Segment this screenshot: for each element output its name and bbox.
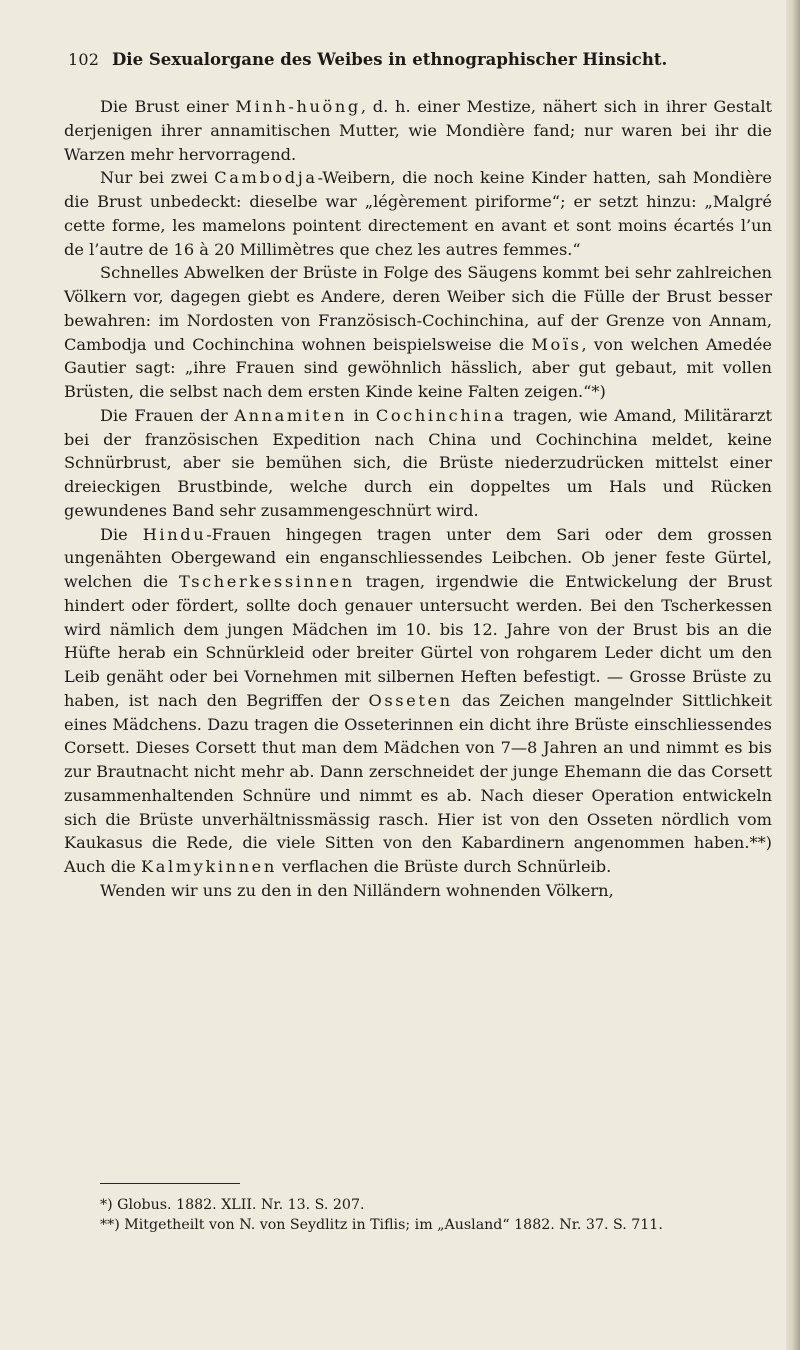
page-edge-shadow (786, 0, 800, 1350)
text-run: verflachen die Brüste durch Schnürleib. (276, 857, 612, 876)
spaced-name: Cambodja (214, 168, 318, 188)
spaced-name: Tscherkessinnen (178, 572, 355, 591)
footnote: *) Globus. 1882. XLII. Nr. 13. S. 207. (100, 1197, 365, 1213)
text-run: , von welchen Amedée Gautier sagt: „ihre Frauen sind gewöhnlich hässlich, aber gut gebaut, mit vollen Brüsten, die selbst nach dem ersten Kinde keine Falten zeigen.“*) (64, 334, 772, 401)
footnotes (64, 1196, 772, 1235)
text-run: Schnelles Abwelken der Brüste in Folge des Säugens kommt bei sehr zahlreichen Völkern vor, dagegen giebt es Andere, deren Weiber sich die Fülle der Brust besser bewahren: im Nordosten von Französisch-Cochinchina, auf der Grenze von Annam, Cambodja und Cochinchina wohnen beispielsweise die (64, 263, 772, 354)
page-number: 102 (68, 50, 100, 69)
text-run: tragen, wie Amand, Militärarzt bei der französischen Expedition nach China und Cochinchina meldet, keine Schnürbrust, aber sie bemühen sich, die Brüste niederzudrücken mittelst einer dreieckigen Brustbinde, welche durch ein doppeltes um Hals und Rücken gewundenes Band sehr zusammengeschnürt wird. (64, 405, 772, 520)
footnote-rule (100, 1183, 240, 1184)
spaced-name: Hindu (142, 524, 207, 544)
running-head: Die Sexualorgane des Weibes in ethnographischer Hinsicht. (112, 50, 668, 69)
spaced-name: Kalmykinnen (141, 857, 277, 876)
spaced-name: Minh-huöng (235, 97, 361, 116)
text-run: Nur bei zwei (100, 168, 215, 188)
paragraph (64, 523, 772, 879)
text-run: -Weibern, die noch keine Kinder hatten, sah Mondière die Brust unbedeckt: dieselbe war „légèrement piriforme“; er setzt hinzu: „Malgré cette forme, les mamelons pointent directement en avant et sont moins écartés l’un de l’autre de 16 à 20 Millimètres que chez les autres femmes.“ (64, 168, 772, 259)
page-header (68, 20, 768, 69)
paragraph (64, 879, 772, 903)
footnote: **) Mitgetheilt von N. von Seydlitz in Tiflis; im „Ausland“ 1882. Nr. 37. S. 711. (100, 1216, 663, 1233)
spaced-name: Cochinchina (375, 405, 507, 425)
paragraph (64, 166, 772, 261)
spaced-name: Osseten (368, 690, 453, 710)
body-text (64, 95, 772, 903)
paragraph (64, 404, 772, 523)
text-run: das Zeichen mangelnder Sittlichkeit eines Mädchens. Dazu tragen die Osseterinnen ein dicht ihre Brüste einschliessendes Corsett. Dieses Corsett thut man dem Mädchen von 7—8 Jahren an und nimmt es bis zur Brautnacht nicht mehr ab. Dann zerschneidet der junge Ehemann die das Corsett zusammenhaltenden Schnüre und nimmt es ab. Nach dieser Operation entwickeln sich die Brüste unverhältnissmässig rasch. Hier ist von den Osseten nördlich vom Kaukasus die Rede, die viele Sitten von den Kabardinern angenommen haben.**) Auch die (64, 690, 772, 876)
text-run: Die Brust einer (100, 97, 236, 116)
text-run: , d. h. einer Mestize, nähert sich in ihrer Gestalt derjenigen ihrer annamitischen Mutter, wie Mondière fand; nur waren bei ihr die Warzen mehr hervorragend. (64, 97, 773, 164)
text-run: Die Frauen der (100, 405, 235, 425)
text-run: Wenden wir uns zu den in den Nilländern wohnenden Völkern, (100, 880, 614, 900)
paragraph (64, 95, 772, 166)
spaced-name: Annamiten (234, 405, 347, 425)
text-run: Die (100, 524, 143, 544)
text-run: tragen, irgendwie die Entwickelung der Brust hindert oder fördert, sollte doch genauer untersucht werden. Bei den Tscherkessen wird nämlich dem jungen Mädchen im 10. bis 12. Jahre von der Brust bis an die Hüfte herab ein Schnürkleid oder breiter Gürtel von rohgarem Leder dicht um den Leib genäht oder bei Vornehmen mit silbernen Heften befestigt. — Grosse Brüste zu haben, ist nach den Begriffen der (64, 572, 772, 710)
paragraph (64, 261, 772, 404)
text-run: -Frauen hingegen tragen unter dem Sari oder dem grossen ungenähten Obergewand ein enganschliessendes Leibchen. Ob jener feste Gürtel, welchen die (64, 524, 772, 591)
spaced-name: Moïs (531, 334, 582, 354)
text-run: in (346, 405, 376, 425)
